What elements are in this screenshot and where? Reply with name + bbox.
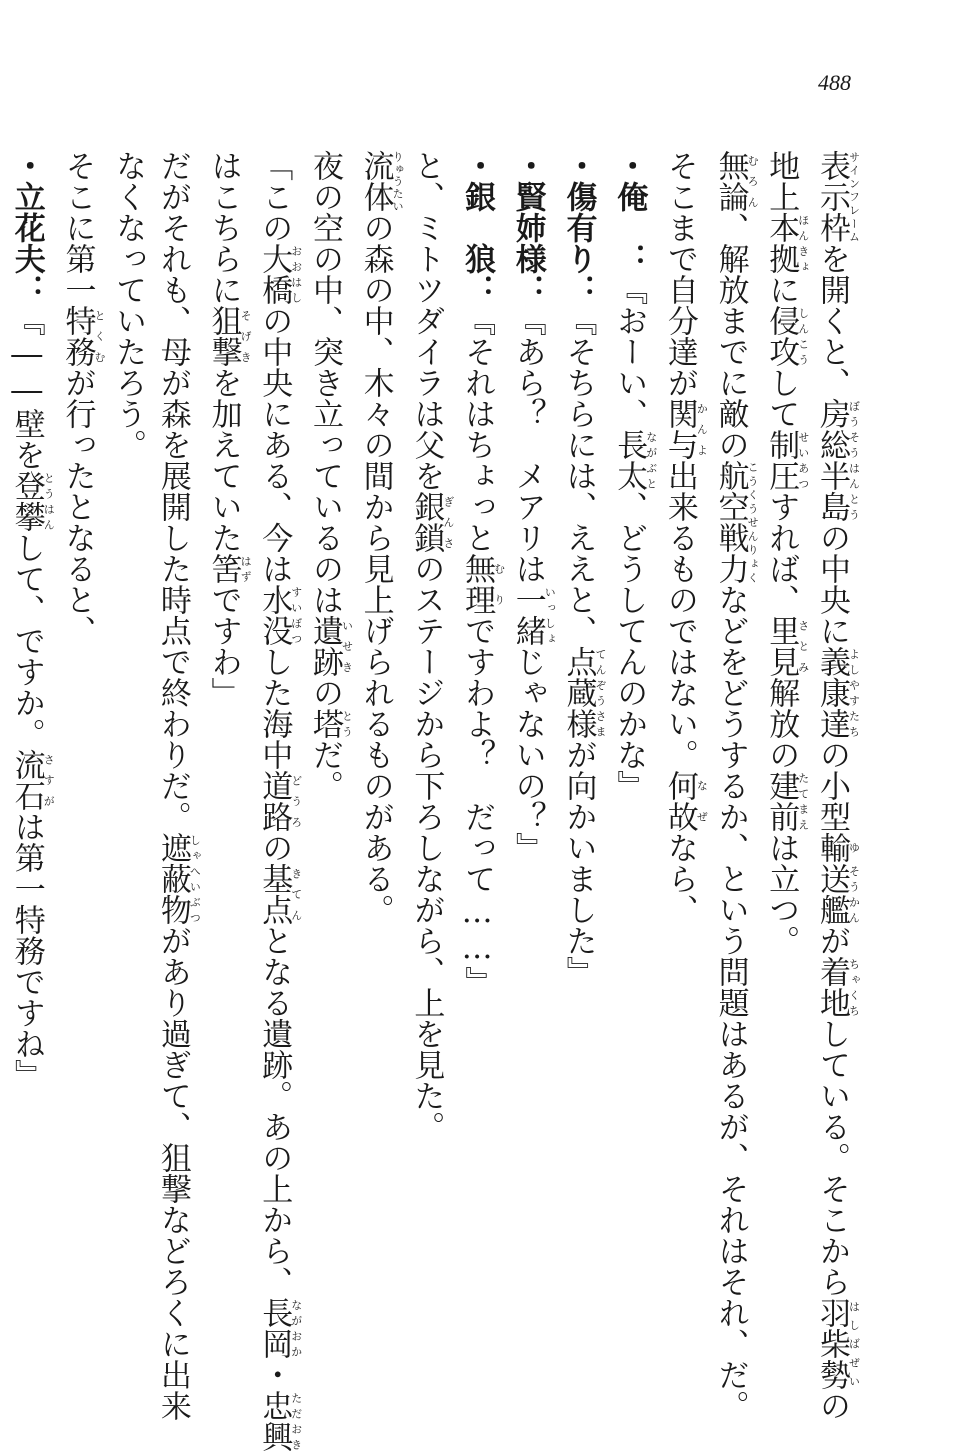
ruby-word [763,770,810,832]
ruby-word [306,708,354,739]
text-run: 、どうしてんのかな』 [611,491,648,801]
ruby-word [256,863,303,925]
text-run: している。そこから [814,1018,850,1297]
text-run: すれば、 [763,491,800,615]
ruby-reading: さすが [42,749,56,811]
vertical-text-body [4,150,861,1452]
text-run: ですわ」 [205,584,242,708]
speaker-label: ・傷有り： [560,150,597,305]
ruby-word [763,429,810,491]
ruby-base: 点蔵様 [560,646,597,739]
ruby-reading: そげき [239,305,253,367]
ruby-reading: しゃへいぶつ [188,832,202,925]
ruby-word [205,553,253,584]
ruby-reading: こうくうせんりょく [746,460,760,584]
text-run: の [814,1390,850,1421]
ruby-word [661,770,709,832]
ruby-reading: そうかん [847,863,861,925]
ruby-reading: かんよ [695,398,709,460]
ruby-word [814,863,861,925]
ruby-word [306,615,354,677]
text-column [252,150,303,1452]
ruby-reading: ちゃくち [847,956,861,1018]
text-run: が [814,925,850,956]
text-run: 解放の [763,677,800,770]
ruby-base: 道路 [256,770,293,832]
ruby-reading: サインフレーム [847,150,861,243]
ruby-base: 大橋 [256,243,293,305]
ruby-base: 義康達 [814,646,850,739]
ruby-reading: たてまえ [796,770,810,832]
ruby-base: 一緒 [509,584,546,646]
ruby-base: 流石 [8,749,45,811]
text-run: と、ミトツダイラは父を [408,150,445,491]
text-run: が行ったとなると、 [59,367,96,646]
ruby-base: 羽柴勢 [814,1297,850,1390]
text-run: があり過ぎて、狙撃などろくに出来 [154,925,191,1421]
ruby-base: 基点 [256,863,293,925]
text-column [55,150,106,1300]
text-run: 、解放までに敵の [712,212,749,460]
text-run: だがそれも、母が森を展開した時点で終わりだ。 [154,150,191,832]
text-run: はこちらに [205,150,242,305]
ruby-base: 侵攻 [763,305,800,367]
ruby-reading: ぼうそうはんとう [847,398,861,522]
ruby-base: 着地 [814,956,850,1018]
ruby-word [509,584,557,646]
speaker-label: ・賢姉様： [509,150,546,305]
ruby-base: 筈 [205,553,242,584]
text-run: 『そちらには、ええと、 [560,305,597,646]
text-column [4,150,55,1300]
ruby-reading: きてん [289,863,303,925]
text-column [105,150,150,1300]
ruby-base: 流体 [357,150,394,212]
ruby-word [763,212,810,274]
ruby-word [256,584,303,646]
ruby-base: 遮蔽物 [154,832,191,925]
ruby-reading: ただおき [289,1390,303,1452]
ruby-base: 本拠 [763,212,800,274]
ruby-word [814,646,861,739]
text-run: して [763,367,800,429]
ruby-word [256,243,303,305]
text-run: の小型 [814,739,850,832]
ruby-base: 無理 [459,553,496,615]
ruby-base: 表示枠 [814,150,850,243]
page-number: 488 [818,70,851,95]
ruby-reading: はしばぜい [847,1297,861,1390]
text-run: が向かいました』 [560,739,597,987]
ruby-base: 特務 [59,305,96,367]
ruby-base: 登攀 [8,470,45,532]
ruby-reading: むろん [746,150,760,212]
ruby-base: 建前 [763,770,800,832]
text-column [809,150,861,1421]
ruby-reading: いせき [340,615,354,677]
ruby-reading: せいあつ [796,429,810,491]
text-run: そこに第一 [59,150,96,305]
text-column [201,150,252,1300]
ruby-word [611,429,658,491]
ruby-base: 長岡 [256,1297,293,1359]
text-run: して、ですか。 [8,532,45,749]
ruby-base: 忠興 [256,1390,293,1452]
ruby-reading: とう [340,708,354,739]
ruby-reading: とうはん [42,470,56,532]
ruby-reading: ほんきょ [796,212,810,274]
text-column [454,150,505,1300]
ruby-base: 水没 [256,584,293,646]
ruby-reading: ぎんさ [441,491,455,553]
text-run: 『おーい、 [611,274,648,429]
ruby-word [256,1297,303,1359]
text-column [353,150,404,1300]
text-column [404,150,455,1300]
ruby-reading: なぜ [695,770,709,832]
ruby-word [357,150,405,212]
speaker-label: ・俺 ： [611,150,648,274]
text-run: じゃないの？』 [509,646,546,863]
text-run: 『それはちょっと [459,305,496,553]
text-run: だ。 [306,739,343,801]
ruby-base: 塔 [306,708,343,739]
ruby-word [763,305,810,367]
text-run: を開くと、 [814,243,850,398]
ruby-word [8,470,56,532]
text-column [708,150,760,1421]
text-run: なくなっていたろう。 [110,150,147,460]
ruby-word [459,553,506,615]
text-run: ・ [256,1359,293,1390]
text-run: 「この [256,150,293,243]
ruby-reading: りゅうたい [391,150,405,212]
text-run: となる遺跡。あの上から、 [256,925,293,1297]
ruby-word [661,398,709,460]
ruby-base: 関与 [661,398,698,460]
ruby-word [712,460,760,584]
ruby-word [814,398,861,522]
ruby-reading: しんこう [796,305,810,367]
ruby-word [205,305,253,367]
text-run: 『――壁を [8,305,45,470]
text-run: は立つ。 [763,832,800,956]
text-run: に [763,274,800,305]
ruby-word [763,615,810,677]
text-column [606,150,657,1300]
ruby-base: 里見 [763,615,800,677]
ruby-reading: すいぼつ [289,584,303,646]
ruby-reading: いっしょ [543,584,557,646]
text-run: のステージから下ろしながら、上を見た。 [408,553,445,1142]
ruby-word [814,956,861,1018]
ruby-reading: とくむ [92,305,106,367]
text-run: の [256,832,293,863]
ruby-base: 狙撃 [205,305,242,367]
ruby-base: 房総半島 [814,398,850,522]
text-run: 『あら？ メアリは [509,305,546,584]
ruby-reading: てんぞうさま [593,646,607,739]
ruby-word [256,1390,303,1452]
ruby-word [560,646,607,739]
text-run: の中央に [814,522,850,646]
text-run: ですわよ？ だって……』 [459,615,496,997]
text-column [759,150,810,1300]
ruby-base: 何故 [661,770,698,832]
ruby-word [256,770,303,832]
ruby-reading: おおはし [289,243,303,305]
ruby-word [59,305,106,367]
ruby-reading: むり [492,553,506,615]
text-run: は第一特務ですね』 [8,811,45,1090]
ruby-word [8,749,56,811]
ruby-base: 無論 [712,150,749,212]
text-run: した海中 [256,646,293,770]
speaker-label: ・立花夫： [8,150,45,305]
text-run: の森の中、木々の間から見上げられるものがある。 [357,212,394,925]
ruby-reading: さとみ [796,615,810,677]
text-run: を加えていた [205,367,242,553]
text-run: 出来るものではない。 [661,460,698,770]
text-column [657,150,708,1300]
ruby-base: 輸 [814,832,850,863]
text-run: の [306,677,343,708]
ruby-word [154,832,202,925]
ruby-base: 送艦 [814,863,850,925]
ruby-base: 航空戦力 [712,460,749,584]
ruby-base: 銀鎖 [408,491,445,553]
text-run: などをどうするか、という問題はあるが、それはそれ、だ。 [712,584,749,1421]
ruby-word [814,832,861,863]
ruby-base: 遺跡 [306,615,343,677]
ruby-base: 長太 [611,429,648,491]
ruby-reading: ゆ [847,832,861,863]
ruby-reading: はず [239,553,253,584]
ruby-word [408,491,455,553]
ruby-word [814,150,861,243]
text-column [150,150,202,1421]
text-column [505,150,556,1300]
ruby-reading: よしやすたち [847,646,861,739]
text-run: なら、 [661,832,698,925]
ruby-reading: どうろ [289,770,303,832]
ruby-word [814,1297,861,1390]
text-run: そこまで自分達が [661,150,698,398]
text-column [556,150,607,1300]
text-column [302,150,353,1300]
ruby-reading: ながおか [289,1297,303,1359]
ruby-base: 制圧 [763,429,800,491]
ruby-word [712,150,760,212]
ruby-reading: ながぶと [644,429,658,491]
text-run: 地上 [763,150,800,212]
text-run: の中央にある、今は [256,305,293,584]
text-run: 夜の空の中、突き立っているのは [306,150,343,615]
speaker-label: ・銀 狼： [459,150,496,305]
